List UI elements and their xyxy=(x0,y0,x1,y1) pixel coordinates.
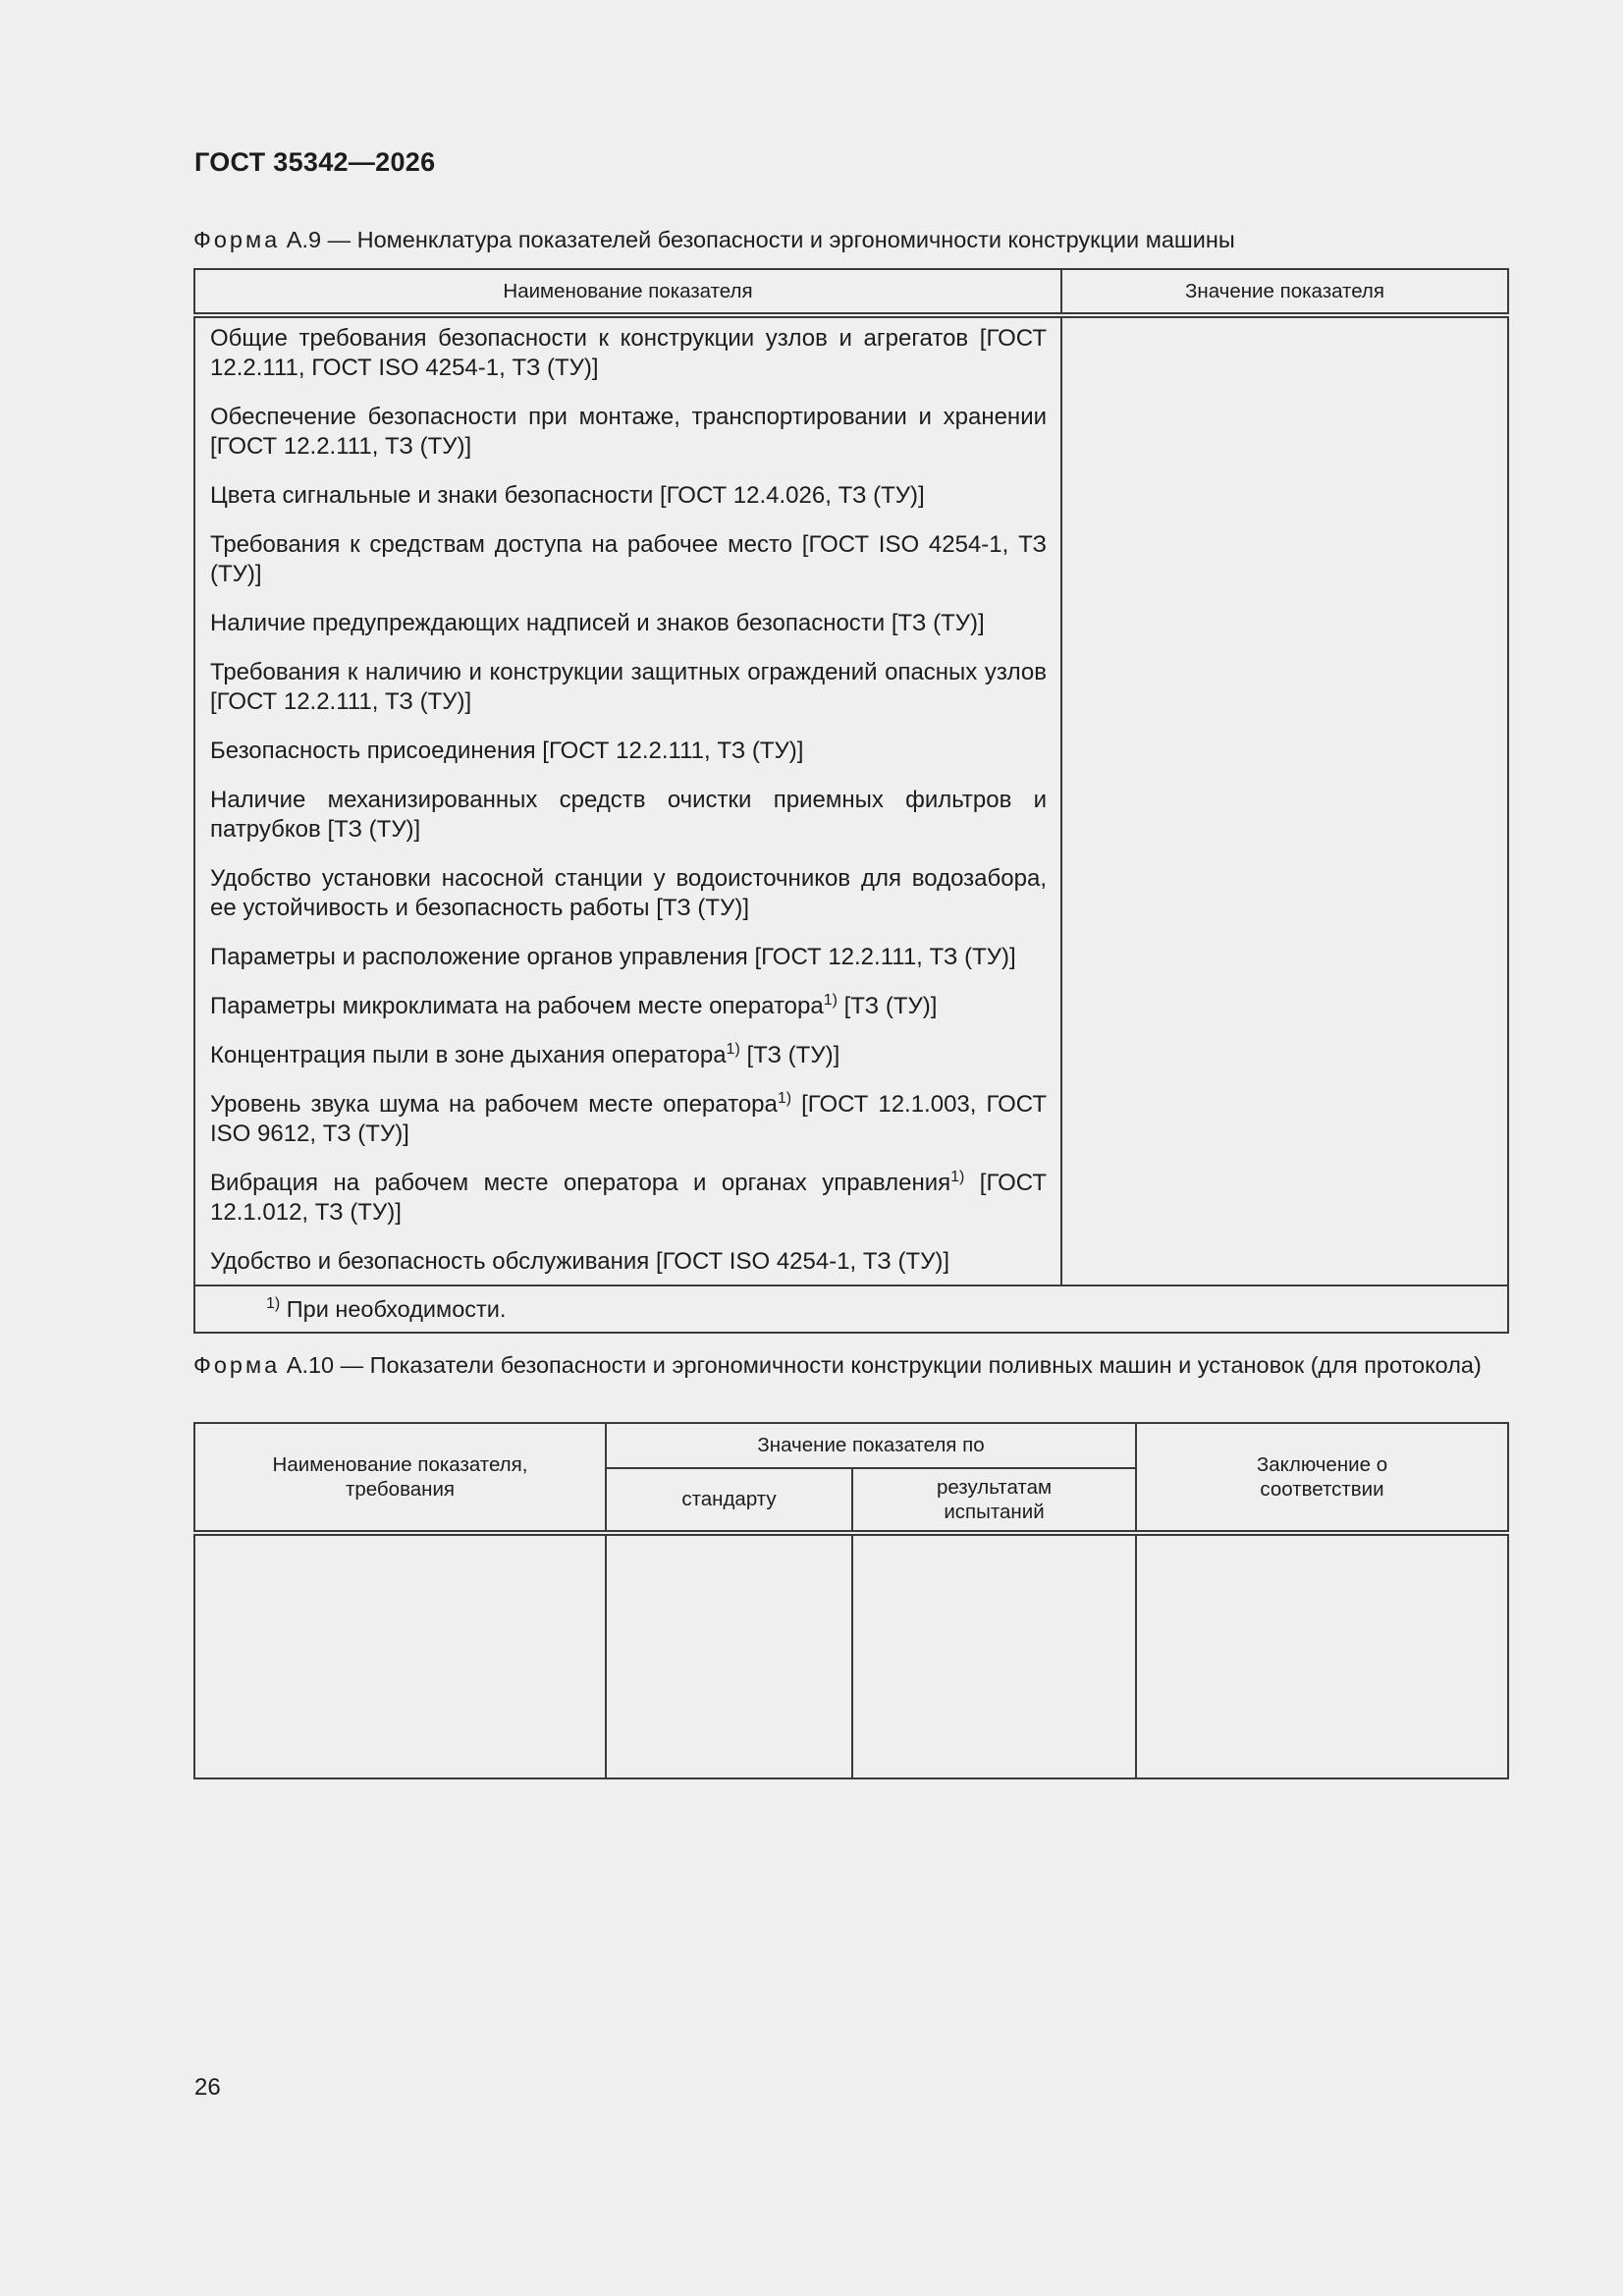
form-a9-item xyxy=(210,1169,1047,1228)
document-title: ГОСТ 35342—2026 xyxy=(194,147,436,177)
form-a9-caption-prefix: Форма xyxy=(193,227,281,252)
form-a9-item-text: Параметры микроклимата на рабочем месте оператора xyxy=(210,993,824,1019)
form-a10-cell-results xyxy=(852,1533,1136,1778)
form-a9-item xyxy=(210,864,1047,923)
form-a9-footnote-row xyxy=(194,1285,1508,1333)
form-a9-item-text: Наличие механизированных средств очистки приемных фильтров и патрубков [ТЗ (ТУ)] xyxy=(210,787,1047,843)
form-a9-item xyxy=(210,943,1047,972)
form-a10-cell-conclusion xyxy=(1136,1533,1508,1778)
form-a9-item xyxy=(210,1090,1047,1149)
form-a10-header-row-1 xyxy=(194,1423,1508,1468)
form-a9-item-footnote-mark: 1) xyxy=(726,1041,740,1058)
form-a9-caption xyxy=(193,225,1507,255)
form-a9-item-reference: [ТЗ (ТУ)] xyxy=(739,1042,840,1068)
form-a10-col-name xyxy=(194,1423,606,1533)
form-a9-item xyxy=(210,658,1047,717)
form-a9-item-text: Вибрация на рабочем месте оператора и органах управления xyxy=(210,1170,951,1196)
form-a10-col-value-group: Значение показателя по xyxy=(606,1423,1136,1468)
form-a9-item-reference: [ГОСТ 12.1.012, ТЗ (ТУ)] xyxy=(210,1170,1047,1226)
form-a9-item-text: Безопасность присоединения [ГОСТ 12.2.111, ТЗ (ТУ)] xyxy=(210,738,804,764)
form-a10-col-name-label: Наименование показателя, требования xyxy=(272,1453,528,1501)
form-a9-item-text: Удобство и безопасность обслуживания [ГОСТ ISO 4254-1, ТЗ (ТУ)] xyxy=(210,1248,949,1275)
form-a9-item xyxy=(210,530,1047,589)
form-a9-item-text: Наличие предупреждающих надписей и знаков безопасности [ТЗ (ТУ)] xyxy=(210,610,985,636)
form-a9-item-text: Параметры и расположение органов управления [ГОСТ 12.2.111, ТЗ (ТУ)] xyxy=(210,944,1016,970)
form-a9-item xyxy=(210,324,1047,383)
form-a9-item xyxy=(210,1041,1047,1070)
form-a10-cell-name xyxy=(194,1533,606,1778)
form-a10-col-conclusion-label: Заключение о соответствии xyxy=(1256,1453,1388,1501)
form-a10-caption-prefix: Форма xyxy=(193,1352,281,1378)
form-a9-col-name: Наименование показателя xyxy=(194,269,1061,315)
form-a9-item-reference: [ГОСТ 12.1.003, ГОСТ ISO 9612, ТЗ (ТУ)] xyxy=(210,1091,1047,1147)
form-a9-items-cell xyxy=(194,315,1061,1285)
form-a9-item-text: Уровень звука шума на рабочем месте оператора xyxy=(210,1091,778,1118)
form-a9-item xyxy=(210,786,1047,845)
form-a10-col-conclusion xyxy=(1136,1423,1508,1533)
form-a10-col-results xyxy=(852,1468,1136,1533)
form-a9-item xyxy=(210,481,1047,511)
form-a10-table xyxy=(193,1422,1509,1779)
form-a9-value-cell xyxy=(1061,315,1508,1285)
form-a9-body-row xyxy=(194,315,1508,1285)
form-a9-item-text: Требования к наличию и конструкции защитных ограждений опасных узлов [ГОСТ 12.2.111, ТЗ (ТУ)] xyxy=(210,659,1047,715)
form-a10-caption-text: А.10 — Показатели безопасности и эргономичности конструкции поливных машин и установок (для протокола) xyxy=(280,1352,1482,1378)
page-number: 26 xyxy=(194,2074,221,2101)
form-a9-item xyxy=(210,992,1047,1021)
form-a9-item-reference: [ТЗ (ТУ)] xyxy=(837,993,938,1019)
form-a9-table xyxy=(193,268,1509,1334)
form-a9-item xyxy=(210,737,1047,766)
form-a9-item xyxy=(210,609,1047,638)
footnote-mark: 1) xyxy=(266,1294,281,1312)
form-a9-item xyxy=(210,1247,1047,1277)
form-a10-col-results-label: результатам испытаний xyxy=(936,1476,1053,1523)
form-a9-header-row xyxy=(194,269,1508,315)
form-a9-item xyxy=(210,403,1047,462)
form-a10-cell-standard xyxy=(606,1533,852,1778)
form-a9-item-text: Концентрация пыли в зоне дыхания оператора xyxy=(210,1042,727,1068)
form-a9-item-footnote-mark: 1) xyxy=(823,992,838,1009)
form-a9-col-value: Значение показателя xyxy=(1061,269,1508,315)
form-a10-caption xyxy=(193,1350,1507,1381)
form-a9-item-text: Цвета сигнальные и знаки безопасности [ГОСТ 12.4.026, ТЗ (ТУ)] xyxy=(210,482,925,509)
form-a9-item-text: Требования к средствам доступа на рабочее место [ГОСТ ISO 4254-1, ТЗ (ТУ)] xyxy=(210,531,1047,587)
form-a9-item-footnote-mark: 1) xyxy=(950,1169,965,1185)
form-a10-body-row xyxy=(194,1533,1508,1778)
form-a10-col-standard: стандарту xyxy=(606,1468,852,1533)
form-a9-caption-text: А.9 — Номенклатура показателей безопасности и эргономичности конструкции машины xyxy=(280,227,1235,252)
form-a9-item-text: Удобство установки насосной станции у водоисточников для водозабора, ее устойчивость и безопасность работы [ТЗ (ТУ)] xyxy=(210,865,1047,921)
form-a9-footnote xyxy=(194,1285,1508,1333)
form-a9-item-footnote-mark: 1) xyxy=(777,1090,792,1107)
form-a9-item-text: Общие требования безопасности к конструкции узлов и агрегатов [ГОСТ 12.2.111, ГОСТ ISO 4254-1, ТЗ (ТУ)] xyxy=(210,325,1047,381)
footnote-text: При необходимости. xyxy=(280,1295,507,1322)
form-a9-item-text: Обеспечение безопасности при монтаже, транспортировании и хранении [ГОСТ 12.2.111, ТЗ (ТУ)] xyxy=(210,404,1047,460)
